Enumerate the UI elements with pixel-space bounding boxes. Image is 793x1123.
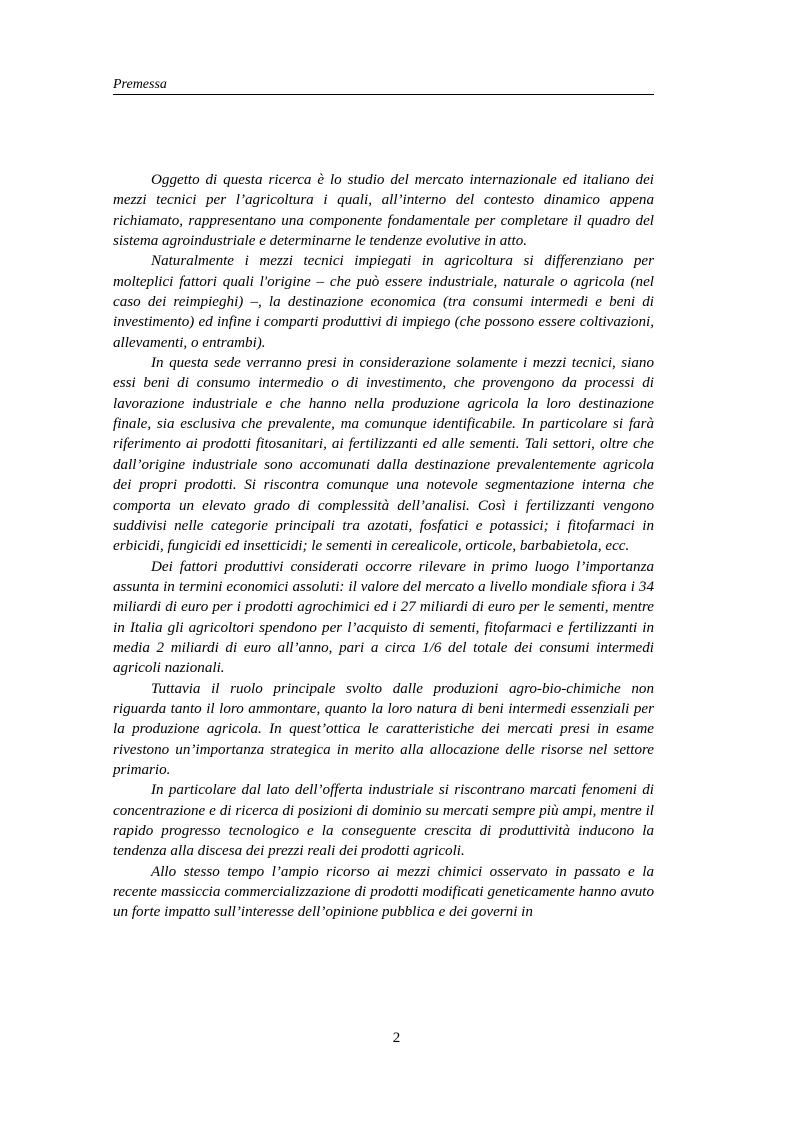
running-title: Premessa	[113, 77, 167, 92]
paragraph: Oggetto di questa ricerca è lo studio del mercato internazionale ed italiano dei mezzi tecnici per l’agricoltura i quali, all’interno del contesto dinamico appena richiamato, rappresentano una componente fondamentale per completare il quadro del sistema agroindustriale e determinarne le tendenze evolutive in atto.	[113, 172, 654, 250]
running-header	[113, 76, 654, 95]
paragraph: In particolare dal lato dell’offerta industriale si riscontrano marcati fenomeni di concentrazione e di ricerca di posizioni di dominio su mercati sempre più ampi, mentre il rapido progresso tecnologico e la conseguente crescita di produttività inducono la tendenza alla discesa dei prezzi reali dei prodotti agricoli.	[113, 782, 654, 860]
paragraph: Naturalmente i mezzi tecnici impiegati in agricoltura si differenziano per molteplici fattori quali l'origine – che può essere industriale, naturale o agricola (nel caso dei reimpieghi) –, la destinazione economica (tra consumi intermedi e beni di investimento) ed infine i comparti produttivi di impiego (che possono essere coltivazioni, allevamenti, o entrambi).	[113, 253, 654, 351]
paragraph: In questa sede verranno presi in considerazione solamente i mezzi tecnici, siano essi beni di consumo intermedio o di investimento, che provengono da processi di lavorazione industriale e che hanno nella produzione agricola la loro destinazione finale, sia esclusiva che prevalente, ma comunque identificabile. In particolare si farà riferimento ai prodotti fitosanitari, ai fertilizzanti ed alle sementi. Tali settori, oltre che dall’origine industriale sono accomunati dalla destinazione prevalentemente agricola dei propri prodotti. Si riscontra comunque una notevole segmentazione interna che comporta un elevato grado di complessità dell’analisi. Così i fertilizzanti vengono suddivisi nelle categorie principali tra azotati, fosfatici e potassici; i fitofarmaci in erbicidi, fungicidi ed insetticidi; le sementi in cerealicole, orticole, barbabietola, ecc.	[113, 355, 654, 555]
paragraph: Dei fattori produttivi considerati occorre rilevare in primo luogo l’importanza assunta in termini economici assoluti: il valore del mercato a livello mondiale sfiora i 34 miliardi di euro per i prodotti agrochimici ed i 27 miliardi di euro per le sementi, mentre in Italia gli agricoltori spendono per l’acquisto di sementi, fitofarmaci e fertilizzanti in media 2 miliardi di euro all’anno, pari a circa 1/6 del totale dei consumi intermedi agricoli nazionali.	[113, 558, 654, 677]
paragraph: Tuttavia il ruolo principale svolto dalle produzioni agro-bio-chimiche non riguarda tanto il loro ammontare, quanto la loro natura di beni intermedi essenziali per la produzione agricola. In quest’ottica le caratteristiche dei mercati presi in esame rivestono un’importanza strategica in merito alla allocazione delle risorse nel settore primario.	[113, 680, 654, 778]
paragraph: Allo stesso tempo l’ampio ricorso ai mezzi chimici osservato in passato e la recente massiccia commercializzazione di prodotti modificati geneticamente hanno avuto un forte impatto sull’interesse dell’opinione pubblica e dei governi in	[113, 863, 654, 921]
body-text	[113, 170, 654, 923]
page-number: 2	[392, 1030, 401, 1046]
